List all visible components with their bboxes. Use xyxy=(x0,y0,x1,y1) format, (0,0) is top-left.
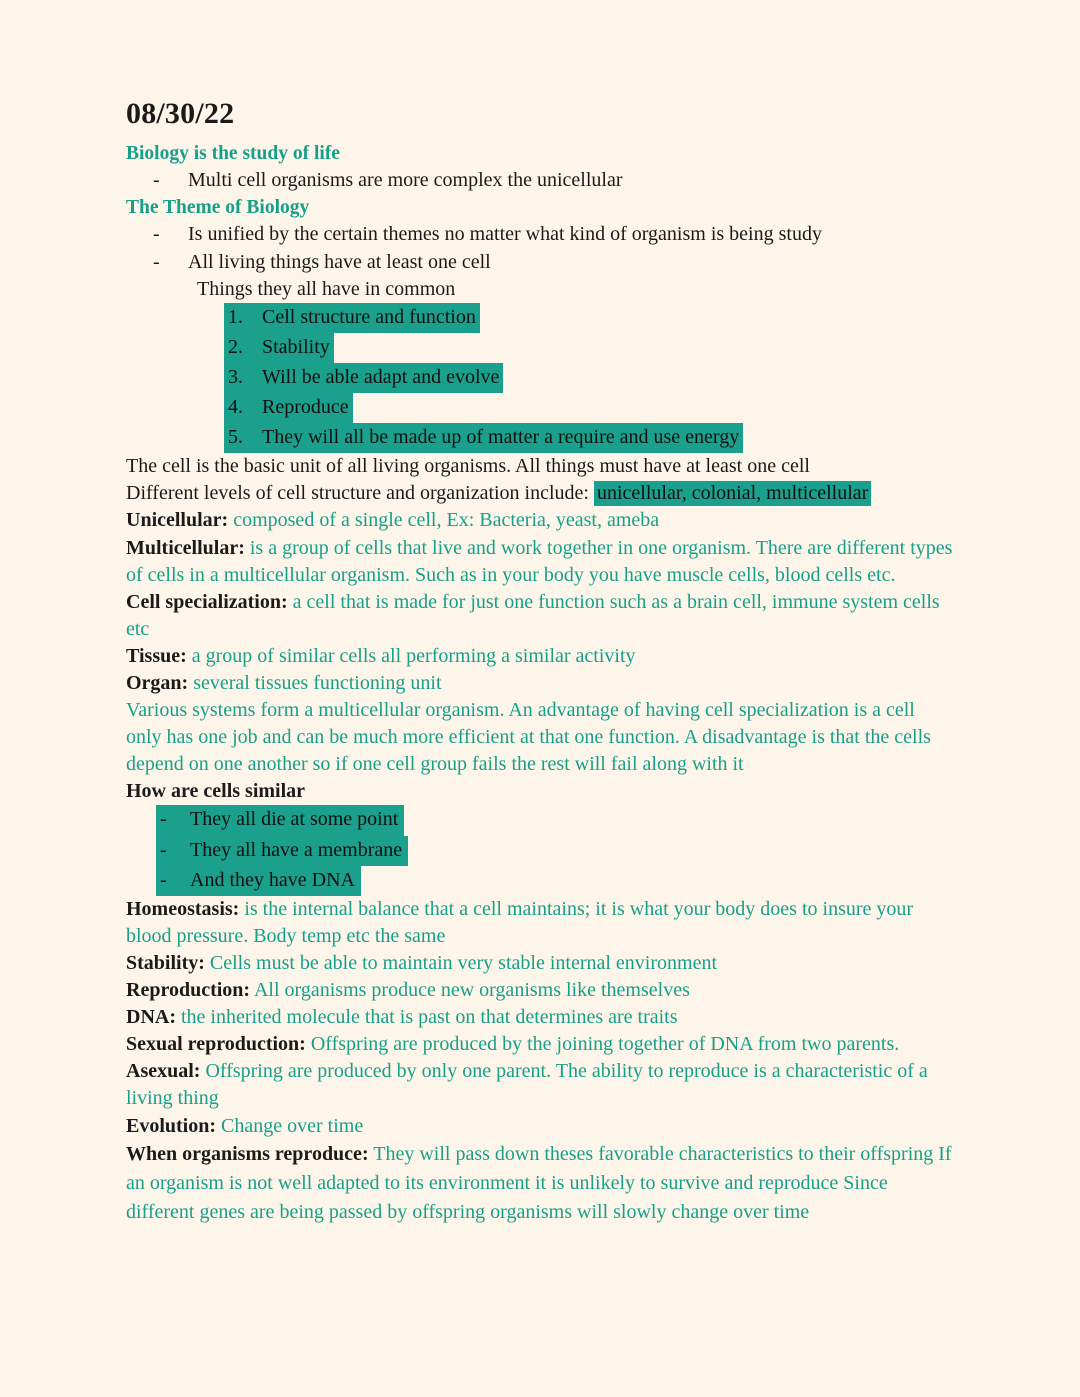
definition-text: several tissues functioning unit xyxy=(188,672,442,694)
definition-term: Asexual: xyxy=(126,1060,201,1083)
page-title: 08/30/22 xyxy=(126,97,235,130)
definition-text: All organisms produce new organisms like themselves xyxy=(250,979,690,1002)
highlighted-item xyxy=(224,333,334,363)
definition-text: composed of a single cell, Ex: Bacteria, yeast, ameba xyxy=(228,509,660,532)
list-item xyxy=(126,249,955,276)
definition-term: Multicellular: xyxy=(126,536,245,559)
definition-text: is the internal balance that a cell maintains; it is what your body does to insure your blood pressure. Body temp etc the same xyxy=(126,897,914,947)
list-item-label: Stability xyxy=(262,335,330,358)
definition-homeostasis xyxy=(126,896,955,950)
definition-when-organisms-reproduce xyxy=(126,1140,955,1228)
definition-text: Offspring are produced by the joining together of DNA from two parents. xyxy=(305,1033,900,1056)
paragraph-cell-basic-unit: The cell is the basic unit of all living organisms. All things must have at least one cell xyxy=(126,455,810,478)
common-things-list xyxy=(126,303,955,453)
dash-bullet-icon: - xyxy=(153,250,160,273)
definition-dna xyxy=(126,1004,955,1031)
list-item xyxy=(126,303,955,333)
definition-asexual xyxy=(126,1058,955,1112)
dash-bullet-icon: - xyxy=(160,838,167,861)
similar-bullets-list xyxy=(126,805,955,895)
list-number: 5. xyxy=(228,426,243,449)
list-item-label: All living things have at least one cell xyxy=(188,250,491,273)
definition-text: They will pass down theses favorable characteristics to their offspring If an organism is not well adapted to its environment it is unlikely to survive and reproduce Since different genes are being passed by offspring organisms will slowly change over time xyxy=(126,1142,952,1223)
list-item-label: They will all be made up of matter a require and use energy xyxy=(262,426,740,449)
definition-term: Cell specialization: xyxy=(126,590,288,613)
paragraph-levels xyxy=(126,480,955,507)
definition-tissue xyxy=(126,643,955,670)
section-heading-biology: Biology is the study of life xyxy=(126,142,340,164)
definition-multicellular xyxy=(126,535,955,589)
list-item-label: They all have a membrane xyxy=(190,838,403,861)
definition-term: DNA: xyxy=(126,1006,176,1029)
definition-term: Tissue: xyxy=(126,644,187,667)
list-number: 3. xyxy=(228,365,243,388)
section-heading-theme: The Theme of Biology xyxy=(126,196,310,218)
definition-evolution xyxy=(126,1113,955,1140)
dash-bullet-icon: - xyxy=(160,808,167,831)
highlighted-item xyxy=(224,423,743,453)
definition-text: the inherited molecule that is past on that determines are traits xyxy=(176,1006,678,1029)
definition-term: When organisms reproduce: xyxy=(126,1142,369,1165)
list-item xyxy=(126,866,955,896)
list-item xyxy=(126,221,955,248)
definition-term: Unicellular: xyxy=(126,509,229,532)
list-item xyxy=(126,363,955,393)
list-item-label: Reproduce xyxy=(262,396,349,419)
definition-sexual-reproduction xyxy=(126,1031,955,1058)
definition-text: a cell that is made for just one function such as a brain cell, immune system cells etc xyxy=(126,590,940,640)
dash-bullet-icon: - xyxy=(160,868,167,891)
definition-text: a group of similar cells all performing a similar activity xyxy=(186,644,636,667)
definition-text: Offspring are produced by only one parent. The ability to reproduce is a characteristic of a living thing xyxy=(126,1060,928,1110)
list-item xyxy=(126,805,955,835)
definition-cell-specialization xyxy=(126,589,955,643)
list-item-label: And they have DNA xyxy=(190,868,355,891)
list-item xyxy=(126,423,955,453)
list-item-label: Cell structure and function xyxy=(262,305,476,328)
paragraph-various-systems: Various systems form a multicellular organism. An advantage of having cell specialization is a cell only has one job and can be much more efficient at that one function. A disadvantage is that the cells depend on one another so if one cell group fails the rest will fail along with it xyxy=(126,699,931,776)
list-item-label: Is unified by the certain themes no matter what kind of organism is being study xyxy=(188,223,822,246)
definition-organ xyxy=(126,670,955,697)
definition-term: Organ: xyxy=(126,672,189,694)
definition-term: Homeostasis: xyxy=(126,897,240,920)
list-number: 2. xyxy=(228,335,243,358)
definition-text: Change over time xyxy=(216,1114,364,1137)
definition-term: Reproduction: xyxy=(126,979,251,1002)
list-item-label: Multi cell organisms are more complex the unicellular xyxy=(188,169,623,192)
highlighted-item xyxy=(224,393,353,423)
highlighted-item xyxy=(156,836,408,866)
highlighted-item xyxy=(156,805,404,835)
list-number: 1. xyxy=(228,305,243,328)
dash-bullet-icon: - xyxy=(153,223,160,246)
list-item xyxy=(126,393,955,423)
heading-how-cells-similar: How are cells similar xyxy=(126,780,306,803)
levels-prefix: Different levels of cell structure and organization include: xyxy=(126,482,589,505)
dash-bullet-icon: - xyxy=(153,169,160,192)
definition-stability xyxy=(126,950,955,977)
definition-text: is a group of cells that live and work together in one organism. There are different types of cells in a multicellular organism. Such as in your body you have muscle cells, blood cells etc. xyxy=(126,536,953,586)
definition-term: Evolution: xyxy=(126,1114,217,1137)
list-item-label: Will be able adapt and evolve xyxy=(262,365,500,388)
definition-term: Stability: xyxy=(126,951,205,974)
highlighted-item xyxy=(224,303,480,333)
list-item xyxy=(126,167,955,194)
list-item-label: They all die at some point xyxy=(190,808,399,831)
list-number: 4. xyxy=(228,396,243,419)
sub-label-common: Things they all have in common xyxy=(197,277,456,300)
highlighted-text-levels: unicellular, colonial, multicellular xyxy=(594,481,871,506)
definition-text: Cells must be able to maintain very stable internal environment xyxy=(204,951,717,974)
list-item xyxy=(126,836,955,866)
definition-reproduction xyxy=(126,977,955,1004)
list-item xyxy=(126,333,955,363)
highlighted-item xyxy=(224,363,503,393)
highlighted-item xyxy=(156,866,361,896)
definition-unicellular xyxy=(126,507,955,534)
definition-term: Sexual reproduction: xyxy=(126,1033,306,1056)
